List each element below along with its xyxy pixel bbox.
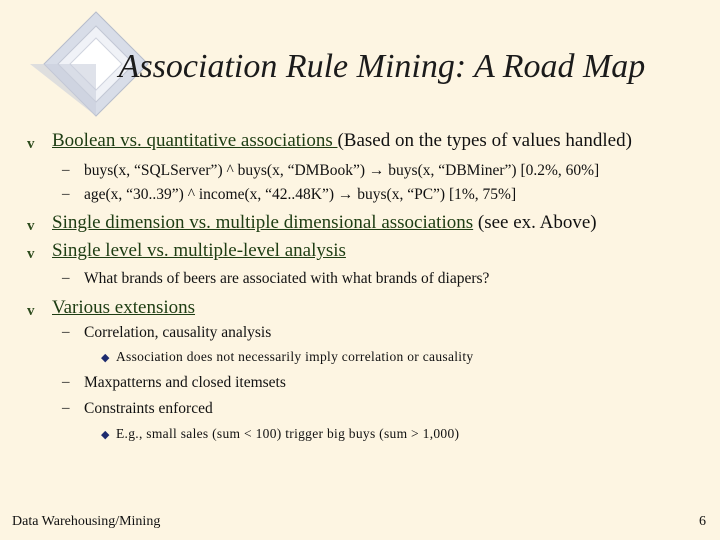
bullet-rest-text: (Based on the types of values handled) <box>337 130 632 151</box>
third-level-correlation-note: Association does not necessarily imply correlation or causality <box>116 349 474 364</box>
slide-title: Association Rule Mining: A Road Map <box>118 48 646 85</box>
subitem-maxpatterns: Maxpatterns and closed itemsets <box>84 374 286 391</box>
dash-bullet-icon: – <box>62 324 70 340</box>
check-bullet-icon: v <box>27 303 35 319</box>
dash-bullet-icon: – <box>62 270 70 286</box>
bullet-various-extensions <box>52 297 195 319</box>
various-extensions-link[interactable]: Various extensions <box>52 297 196 318</box>
diamond-bullet-icon: ◆ <box>101 429 110 441</box>
check-bullet-icon: v <box>27 218 35 234</box>
subitem-sqlserver-rule: buys(x, “SQLServer”) ^ buys(x, “DMBook”) → buys(x, “DBMiner”) [0.2%, 60%] <box>84 162 600 179</box>
third-level-sales-example: E.g., small sales (sum < 100) trigger big buys (sum > 1,000) <box>116 426 460 441</box>
dash-bullet-icon: – <box>62 400 70 416</box>
subitem-age-income-rule: age(x, “30..39”) ^ income(x, “42..48K”) → buys(x, “PC”) [1%, 75%] <box>84 186 517 203</box>
diamond-bullet-icon: ◆ <box>101 352 110 364</box>
footer-course-title: Data Warehousing/Mining <box>12 514 161 529</box>
subitem-beers-diapers: What brands of beers are associated with what brands of diapers? <box>84 270 490 287</box>
check-bullet-icon: v <box>27 246 35 262</box>
subitem-constraints: Constraints enforced <box>84 400 213 417</box>
dash-bullet-icon: – <box>62 374 70 390</box>
page-number: 6 <box>699 514 706 529</box>
subitem-correlation-causality: Correlation, causality analysis <box>84 324 272 341</box>
boolean-quantitative-link[interactable]: Boolean vs. quantitative associations <box>52 130 338 151</box>
bullet-rest-text: (see ex. Above) <box>473 212 597 233</box>
check-bullet-icon: v <box>27 136 35 152</box>
multiple-level-analysis-link[interactable]: Single level vs. multiple-level analysis <box>52 240 346 261</box>
bullet-boolean-vs-quantitative <box>52 130 632 152</box>
dimensional-associations-link[interactable]: Single dimension vs. multiple dimensional associations <box>52 212 474 233</box>
bullet-single-vs-multiple-dimensional <box>52 212 597 234</box>
bullet-single-vs-multiple-level <box>52 240 346 262</box>
dash-bullet-icon: – <box>62 186 70 202</box>
dash-bullet-icon: – <box>62 162 70 178</box>
